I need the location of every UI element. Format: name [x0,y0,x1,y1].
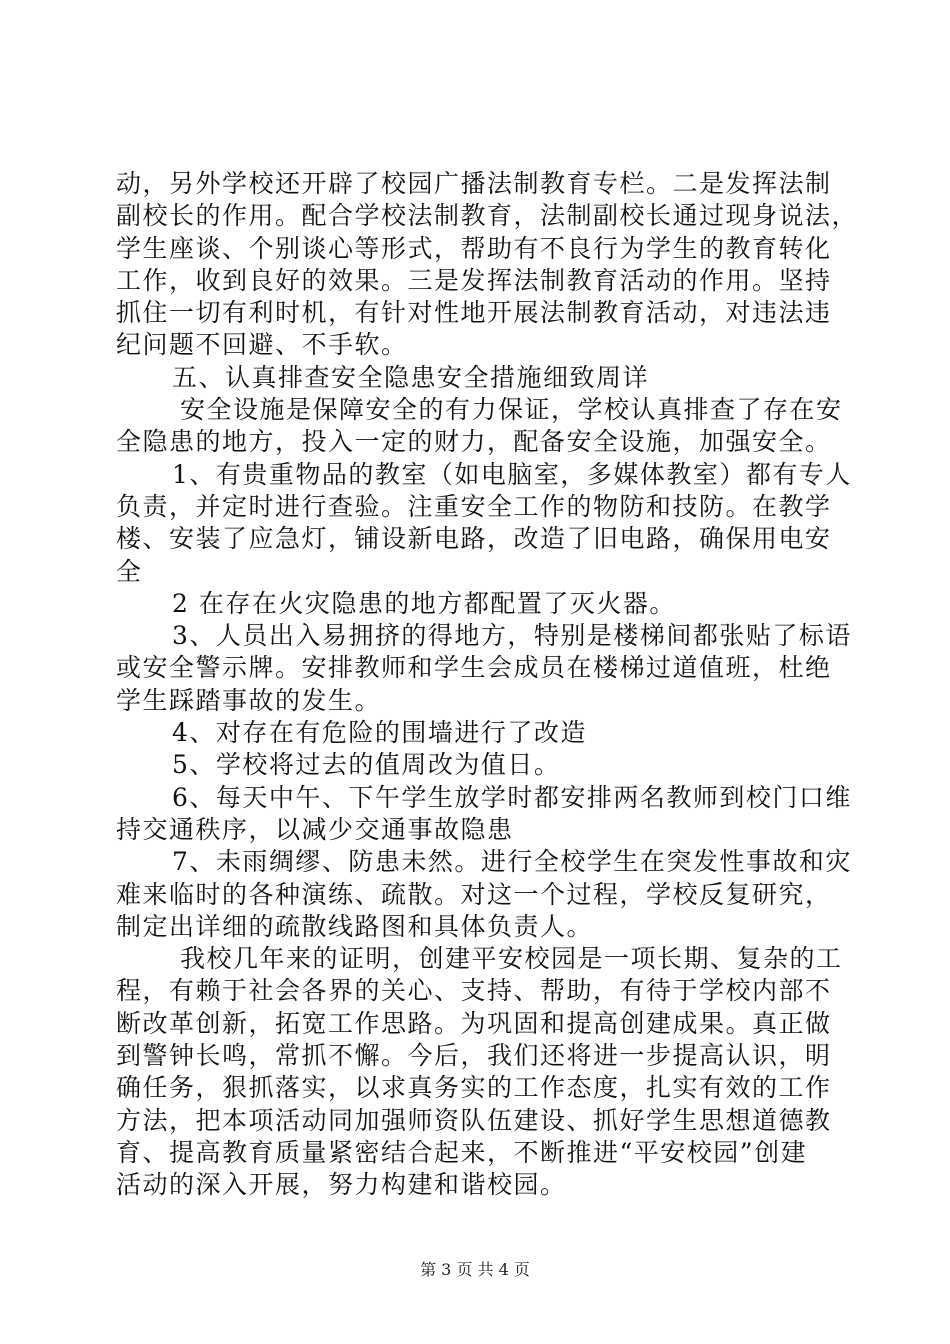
text-line: 楼、安装了应急灯，铺设新电路，改造了旧电路，确保用电安 [116,524,832,554]
text-line: 学生踩踏事故的发生。 [116,685,382,715]
text-line: 确任务，狠抓落实，以求真务实的工作态度，扎实有效的工作 [116,1073,832,1103]
text-line: 程，有赖于社会各界的关心、支持、帮助，有待于学校内部不 [116,976,832,1006]
text-line: 动，另外学校还开辟了校园广播法制教育专栏。二是发挥法制 [116,169,832,198]
text-line: 全 [116,556,143,586]
text-line: 活动的深入开展，努力构建和谐校园。 [116,1170,567,1200]
list-item-7: 7、未雨绸缪、防患未然。进行全校学生在突发性事故和灾 [172,847,852,877]
text-line: 持交通秩序，以减少交通事故隐患 [116,814,514,844]
text-line: 工作，收到良好的效果。三是发挥法制教育活动的作用。坚持 [116,265,832,295]
paragraph-first-line: 安全设施是保障安全的有力保证，学校认真排查了存在安 [180,395,843,425]
text-line: 负责，并定时进行查验。注重安全工作的物防和技防。在教学 [116,491,832,521]
text-line: 抓住一切有利时机，有针对性地开展法制教育活动，对违法违 [116,298,832,328]
text-line: 或安全警示牌。安排教师和学生会成员在楼梯过道值班，杜绝 [116,653,832,683]
paragraph-first-line: 我校几年来的证明，创建平安校园是一项长期、复杂的工 [180,944,843,974]
text-line: 全隐患的地方，投入一定的财力，配备安全设施，加强安全。 [116,427,832,457]
text-line: 纪问题不回避、不手软。 [116,330,408,360]
text-line: 方法，把本项活动同加强师资队伍建设、抓好学生思想道德教 [116,1105,832,1135]
list-item-6: 6、每天中午、下午学生放学时都安排两名教师到校门口维 [172,782,852,812]
text-line: 难来临时的各种演练、疏散。对这一个过程，学校反复研究， [116,879,832,909]
text-line: 断改革创新，拓宽工作思路。为巩固和提高创建成果。真正做 [116,1008,832,1038]
text-line: 学生座谈、个别谈心等形式，帮助有不良行为学生的教育转化 [116,233,832,263]
section-heading: 五、认真排查安全隐患安全措施细致周详 [172,362,650,392]
text-line: 育、提高教育质量紧密结合起来，不断推进“平安校园”创建 [116,1137,808,1167]
list-item-2: 2 在存在火灾隐患的地方都配置了灭火器。 [172,588,676,618]
list-item-5: 5、学校将过去的值周改为值日。 [172,750,561,780]
text-line: 副校长的作用。配合学校法制教育，法制副校长通过现身说法， [116,201,859,231]
page-number-footer: 第 3 页 共 4 页 [420,1260,530,1279]
list-item-4: 4、对存在有危险的围墙进行了改造 [172,718,587,748]
list-item-1: 1、有贵重物品的教室（如电脑室，多媒体教室）都有专人 [172,459,852,489]
document-body [116,168,859,1202]
text-line: 制定出详细的疏散线路图和具体负责人。 [116,911,594,941]
list-item-3: 3、人员出入易拥挤的得地方，特别是楼梯间都张贴了标语 [172,621,852,651]
text-line: 到警钟长鸣，常抓不懈。今后，我们还将进一步提高认识，明 [116,1041,832,1071]
